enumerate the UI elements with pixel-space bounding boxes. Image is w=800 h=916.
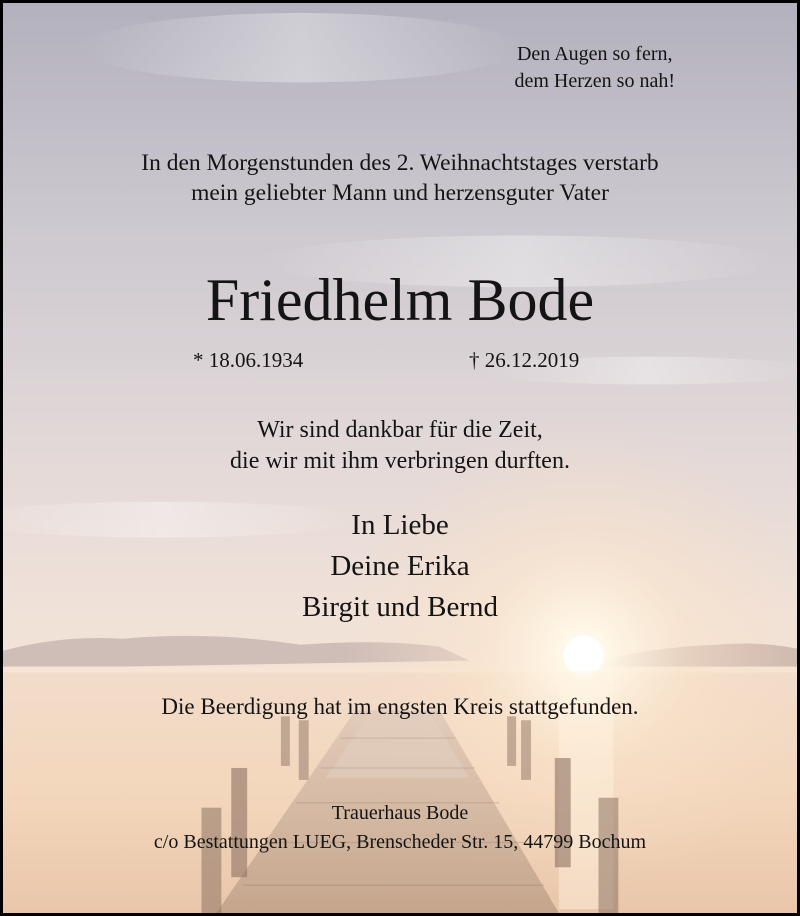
intro-line-2: mein geliebter Mann und herzensguter Vater	[191, 180, 609, 206]
gratitude-line-1: Wir sind dankbar für die Zeit,	[257, 417, 543, 443]
footer-line-2: c/o Bestattungen LUEG, Brenscheder Str. 15, 44799 Bochum	[153, 831, 647, 853]
mourners-signoff	[3, 505, 797, 628]
funeral-home-footer	[3, 799, 797, 857]
signoff-line-3: Birgit und Bernd	[301, 591, 499, 623]
death-date: † 26.12.2019	[469, 348, 580, 372]
signoff-line-1: In Liebe	[351, 509, 449, 541]
signoff-line-2: Deine Erika	[330, 550, 470, 582]
motto-line-1: Den Augen so fern,	[516, 43, 673, 65]
footer-line-1: Trauerhaus Bode	[331, 802, 469, 824]
deceased-name: Friedhelm Bode	[205, 267, 595, 333]
gratitude-text	[3, 415, 797, 477]
motto-quote	[515, 41, 676, 95]
motto-line-2: dem Herzen so nah!	[514, 70, 675, 92]
birth-date: * 18.06.1934	[193, 348, 304, 372]
intro-text	[3, 148, 797, 208]
gratitude-line-2: die wir mit ihm verbringen durften.	[230, 448, 570, 474]
burial-note: Die Beerdigung hat im engsten Kreis stattgefunden.	[161, 694, 639, 719]
intro-line-1: In den Morgenstunden des 2. Weihnachtstages verstarb	[141, 150, 659, 176]
